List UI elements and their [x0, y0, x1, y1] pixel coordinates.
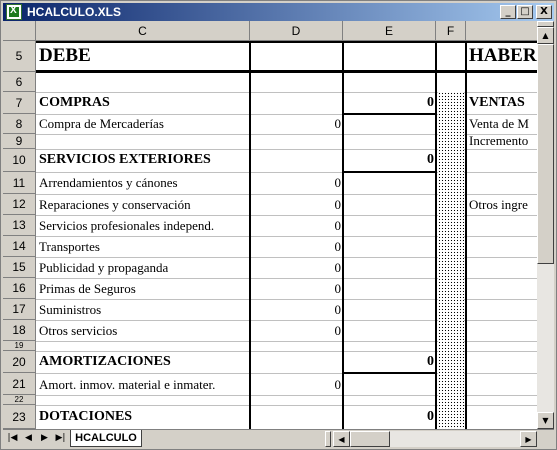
sheet-tab-bar [3, 429, 554, 447]
sheet-tab-hcalculo[interactable]: HCALCULO [70, 430, 142, 447]
compra-mercaderias-value[interactable]: 0 [334, 116, 341, 131]
scroll-right-button[interactable]: ▶ [520, 431, 537, 447]
row-header-10[interactable]: 10 [3, 149, 36, 172]
otros-servicios-label[interactable]: Otros servicios [39, 323, 118, 338]
suministros-value[interactable]: 0 [334, 302, 341, 317]
row-header-23[interactable]: 23 [3, 405, 36, 429]
first-sheet-button[interactable]: |◀ [7, 433, 18, 443]
row-header-17[interactable]: 17 [3, 299, 36, 320]
servicios-total[interactable]: 0 [427, 152, 434, 167]
horizontal-scroll-thumb[interactable] [350, 431, 390, 447]
close-button[interactable]: X [536, 5, 552, 19]
amort-inmov-value[interactable]: 0 [334, 377, 341, 392]
suministros-label[interactable]: Suministros [39, 302, 102, 317]
reparaciones-label[interactable]: Reparaciones y conservación [39, 197, 191, 212]
excel-icon [6, 4, 22, 20]
prev-sheet-button[interactable]: ◀ [25, 433, 32, 443]
row-header-6[interactable]: 6 [3, 72, 36, 92]
column-header-g[interactable] [466, 21, 537, 41]
scroll-up-button[interactable]: ▲ [537, 27, 554, 44]
haber-heading[interactable]: HABER [469, 45, 537, 66]
venta-m-label[interactable]: Venta de M [469, 116, 529, 131]
border-line [249, 41, 251, 429]
next-sheet-button[interactable]: ▶ [41, 433, 48, 443]
row-header-19[interactable]: 19 [3, 341, 36, 351]
amortizaciones-label[interactable]: AMORTIZACIONES [39, 354, 171, 369]
ventas-label[interactable]: VENTAS [469, 95, 525, 110]
scroll-down-button[interactable]: ▼ [537, 412, 554, 429]
dotaciones-label[interactable]: DOTACIONES [39, 409, 133, 424]
compras-total[interactable]: 0 [427, 95, 434, 110]
row-header-8[interactable]: 8 [3, 114, 36, 134]
row-header-9[interactable]: 9 [3, 134, 36, 149]
debe-heading[interactable]: DEBE [39, 45, 91, 66]
transportes-label[interactable]: Transportes [39, 239, 100, 254]
row-header-16[interactable]: 16 [3, 278, 36, 299]
row-header-15[interactable]: 15 [3, 257, 36, 278]
column-header-c[interactable]: C [36, 21, 250, 41]
spreadsheet-grid[interactable] [3, 21, 537, 429]
publicidad-value[interactable]: 0 [334, 260, 341, 275]
minimize-button[interactable]: _ [500, 5, 516, 19]
tab-split-box[interactable] [325, 431, 331, 447]
row-header-21[interactable]: 21 [3, 373, 36, 395]
row-header-11[interactable]: 11 [3, 172, 36, 194]
arrendamientos-value[interactable]: 0 [334, 175, 341, 190]
border-line [435, 41, 437, 429]
window-title: HCALCULO.XLS [27, 5, 121, 19]
vertical-scroll-thumb[interactable] [537, 44, 554, 264]
row-header-18[interactable]: 18 [3, 320, 36, 341]
publicidad-label[interactable]: Publicidad y propaganda [39, 260, 169, 275]
row-header-12[interactable]: 12 [3, 194, 36, 215]
column-header-d[interactable]: D [250, 21, 343, 41]
row-header-7[interactable]: 7 [3, 92, 36, 114]
row-header-22[interactable]: 22 [3, 395, 36, 405]
primas-label[interactable]: Primas de Seguros [39, 281, 136, 296]
row-header-5[interactable]: 5 [3, 41, 36, 72]
profesionales-value[interactable]: 0 [334, 218, 341, 233]
border-line [343, 113, 436, 115]
column-header-f[interactable]: F [436, 21, 466, 41]
compra-mercaderias-label[interactable]: Compra de Mercaderías [39, 116, 164, 131]
primas-value[interactable]: 0 [334, 281, 341, 296]
dotted-separator-column [438, 92, 464, 429]
border-line [36, 70, 537, 73]
reparaciones-value[interactable]: 0 [334, 197, 341, 212]
vertical-scrollbar[interactable] [537, 21, 554, 429]
last-sheet-button[interactable]: ▶| [55, 433, 66, 443]
row-header-20[interactable]: 20 [3, 351, 36, 373]
horizontal-scrollbar[interactable] [333, 431, 537, 447]
border-line [343, 171, 436, 173]
incremento-label[interactable]: Incremento [469, 133, 529, 148]
compras-label[interactable]: COMPRAS [39, 95, 110, 110]
profesionales-label[interactable]: Servicios profesionales independ. [39, 218, 215, 233]
restore-button[interactable]: □ [517, 5, 533, 19]
column-header-e[interactable]: E [343, 21, 436, 41]
otros-ingre-label[interactable]: Otros ingre [469, 197, 528, 212]
row-header-13[interactable]: 13 [3, 215, 36, 236]
servicios-label[interactable]: SERVICIOS EXTERIORES [39, 152, 211, 167]
arrendamientos-label[interactable]: Arrendamientos y cánones [39, 175, 178, 190]
border-line [36, 41, 537, 43]
scroll-left-button[interactable]: ◀ [333, 431, 350, 447]
amortizaciones-total[interactable]: 0 [427, 354, 434, 369]
transportes-value[interactable]: 0 [334, 239, 341, 254]
title-bar[interactable] [3, 3, 554, 21]
dotaciones-total[interactable]: 0 [427, 409, 434, 424]
amort-inmov-label[interactable]: Amort. inmov. material e inmater. [39, 377, 216, 392]
select-all-corner[interactable] [3, 21, 36, 41]
otros-servicios-value[interactable]: 0 [334, 323, 341, 338]
row-header-14[interactable]: 14 [3, 236, 36, 257]
border-line [465, 41, 467, 429]
border-line [343, 372, 436, 374]
